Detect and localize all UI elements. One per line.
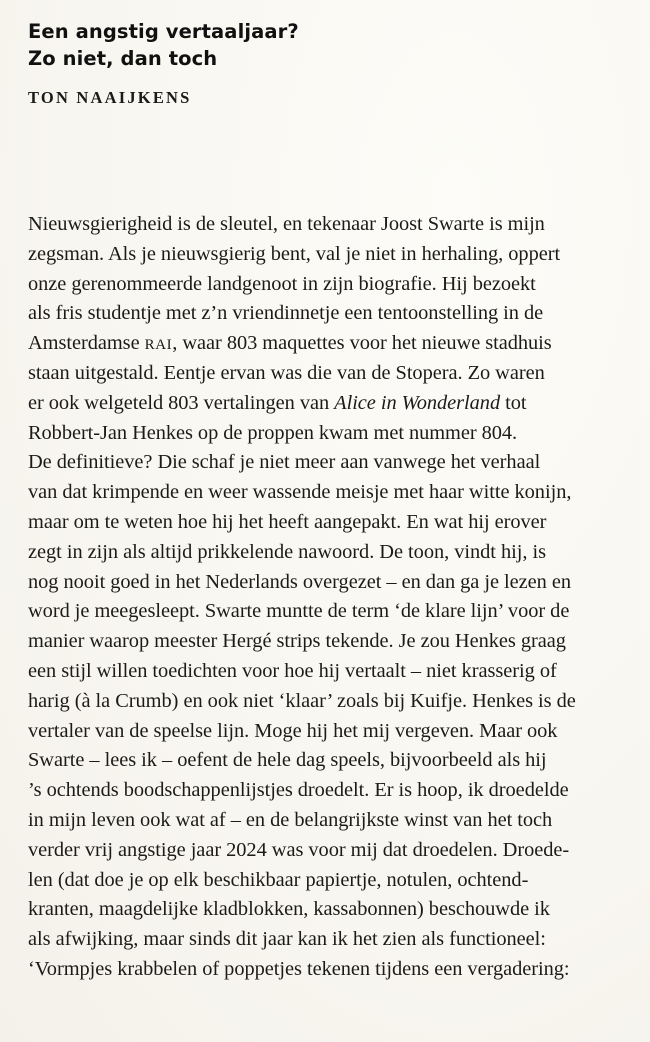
body-line: manier waarop meester Hergé strips tekende. Je zou Henkes graag bbox=[28, 630, 566, 653]
body-line: kranten, maagdelijke kladblokken, kassabonnen) beschouwde ik bbox=[28, 898, 550, 921]
body-line: in mijn leven ook wat af – en de belangrijkste winst van het toch bbox=[28, 808, 553, 831]
body-line: zegt in zijn als altijd prikkelende nawoord. De toon, vindt hij, is bbox=[28, 540, 546, 563]
body-line bbox=[28, 329, 643, 359]
body-line: maar om te weten hoe hij het heeft aangepakt. En wat hij erover bbox=[28, 510, 547, 533]
rai-small-caps: RAI bbox=[144, 337, 173, 354]
body-line: Swarte – lees ik – oefent de hele dag speels, bijvoorbeeld als hij bbox=[28, 749, 547, 772]
body-line: vertaler van de speelse lijn. Moge hij het mij vergeven. Maar ook bbox=[28, 719, 558, 742]
body-line: ‘Vormpjes krabbelen of poppetjes tekenen tijdens een vergadering: bbox=[28, 957, 570, 980]
body-line: verder vrij angstige jaar 2024 was voor mij dat droedelen. Droede- bbox=[28, 838, 570, 861]
body-line: Nieuwsgierigheid is de sleutel, en tekenaar Joost Swarte is mijn bbox=[28, 213, 545, 235]
body-text-run: Amsterdamse bbox=[28, 332, 145, 355]
article-title-line-2: Zo niet, dan toch bbox=[28, 47, 218, 70]
body-line: zegsman. Als je nieuwsgierig bent, val je niet in herhaling, oppert bbox=[28, 242, 561, 265]
body-line: als fris studentje met z’n vriendinnetje een tentoonstelling in de bbox=[28, 302, 544, 325]
body-text-run: er ook welgeteld 803 vertalingen van bbox=[28, 391, 335, 414]
body-line: De definitieve? Die schaf je niet meer aan vanwege het verhaal bbox=[28, 451, 541, 474]
body-line: harig (à la Crumb) en ook niet ‘klaar’ zoals bij Kuifje. Henkes is de bbox=[28, 689, 576, 712]
body-line bbox=[28, 389, 643, 419]
body-line: onze gerenommeerde landgenoot in zijn biografie. Hij bezoekt bbox=[28, 272, 536, 295]
show-through-text bbox=[330, 18, 650, 218]
body-line: len (dat doe je op elk beschikbaar papiertje, notulen, ochtend- bbox=[28, 868, 529, 891]
article-title-line-1: Een angstig vertaaljaar? bbox=[28, 20, 299, 43]
body-line: een stijl willen toedichten voor hoe hij vertaalt – niet krasserig of bbox=[28, 659, 557, 682]
body-text-run: tot bbox=[500, 391, 527, 414]
body-line: als afwijking, maar sinds dit jaar kan ik het zien als functioneel: bbox=[28, 928, 546, 951]
body-line: nog nooit goed in het Nederlands overgezet – en dan ga je lezen en bbox=[28, 570, 572, 593]
body-text-run: , waar 803 maquettes voor het nieuwe stadhuis bbox=[172, 332, 552, 355]
book-title-italic: Alice in Wonderland bbox=[334, 391, 501, 414]
article-author: TON NAAIJKENS bbox=[28, 88, 192, 107]
body-line: staan uitgestald. Eentje ervan was die van de Stopera. Zo waren bbox=[28, 361, 545, 384]
body-line: ’s ochtends boodschappenlijstjes droedelt. Er is hoop, ik droedelde bbox=[28, 779, 569, 802]
article-title bbox=[28, 18, 299, 72]
body-line: van dat krimpende en weer wassende meisje met haar witte konijn, bbox=[28, 481, 572, 504]
body-line: Robbert-Jan Henkes op de proppen kwam met nummer 804. bbox=[28, 421, 518, 444]
article-body bbox=[28, 210, 643, 985]
body-line: word je meegesleept. Swarte muntte de term ‘de klare lijn’ voor de bbox=[28, 600, 570, 623]
